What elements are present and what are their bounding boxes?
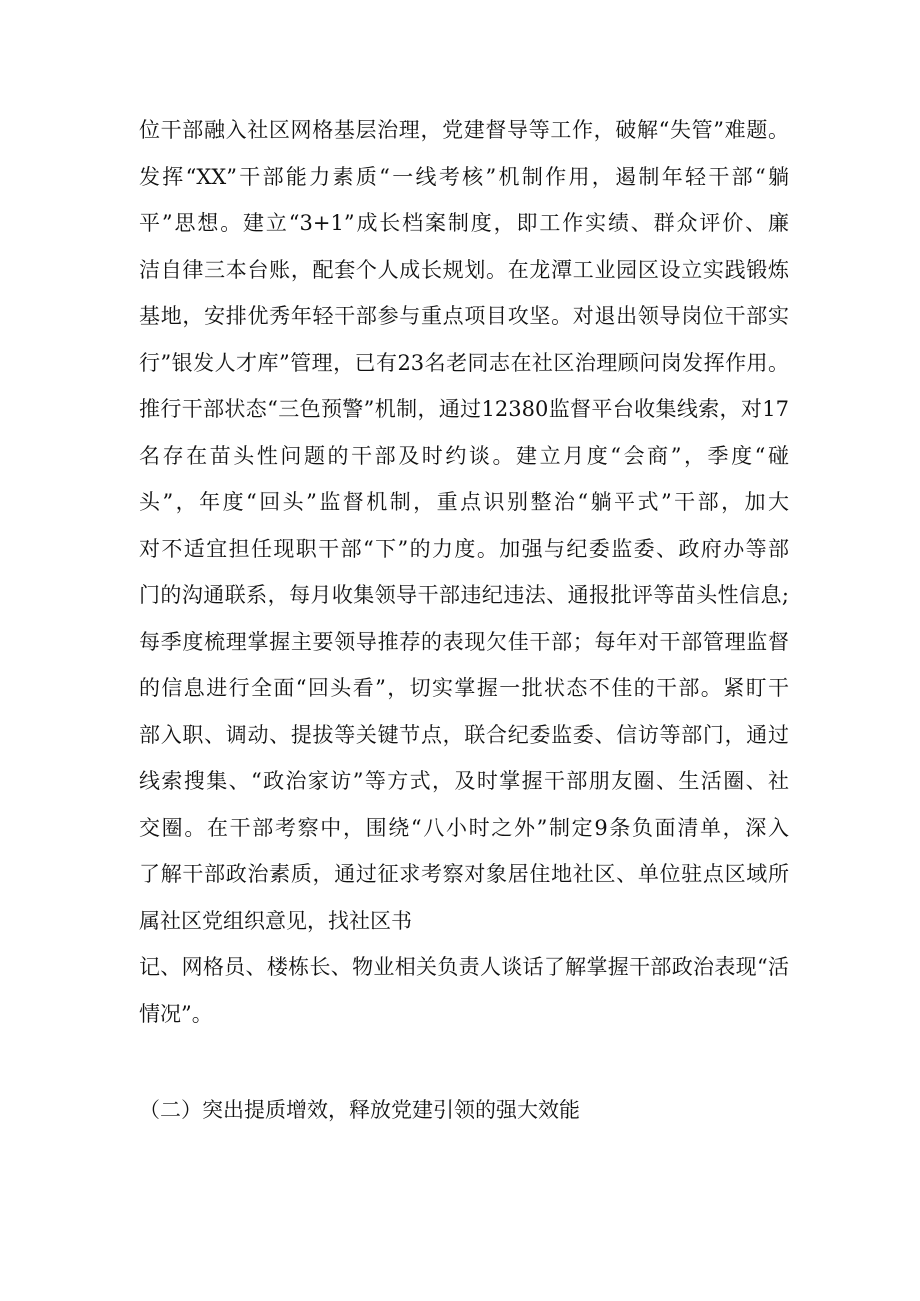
paragraph-line: 对不适宜担任现职干部“下”的力度。加强与纪委监委、政府办等部: [139, 537, 789, 561]
paragraph-line: 平”思想。建立“3+1”成长档案制度，即工作实绩、群众评价、廉: [139, 211, 789, 235]
paragraph-line: 洁自律三本台账，配套个人成长规划。在龙潭工业园区设立实践锻炼: [139, 258, 789, 282]
paragraph-line: 线索搜集、“政治家访”等方式，及时掌握干部朋友圈、生活圈、社: [139, 769, 789, 793]
paragraph-line: 门的沟通联系，每月收集领导干部违纪违法、通报批评等苗头性信息;: [139, 583, 789, 607]
paragraph-line: 情况”。: [139, 1002, 213, 1026]
paragraph-line: 每季度梳理掌握主要领导推荐的表现欠佳干部；每年对干部管理监督: [139, 630, 789, 654]
paragraph-line: 部入职、调动、提拔等关键节点，联合纪委监委、信访等部门，通过: [139, 723, 789, 747]
paragraph-line: 名存在苗头性问题的干部及时约谈。建立月度“会商”，季度“碰: [139, 444, 789, 468]
paragraph-line: 了解干部政治素质，通过征求考察对象居住地社区、单位驻点区域所: [139, 862, 789, 886]
paragraph-line: 行”银发人才库”管理，已有23名老同志在社区治理顾问岗发挥作用。: [139, 351, 789, 375]
section-heading: （二）突出提质增效，释放党建引领的强大效能: [139, 1098, 580, 1122]
paragraph-line: 的信息进行全面“回头看”，切实掌握一批状态不佳的干部。紧盯干: [139, 676, 789, 700]
paragraph-line: 发挥“XX”干部能力素质“一线考核”机制作用，遏制年轻干部“躺: [139, 165, 789, 189]
paragraph-line: 交圈。在干部考察中，围绕“八小时之外”制定9条负面清单，深入: [139, 816, 789, 840]
paragraph-line: 位干部融入社区网格基层治理，党建督导等工作，破解“失管”难题。: [139, 118, 789, 142]
paragraph-line: 基地，安排优秀年轻干部参与重点项目攻坚。对退出领导岗位干部实: [139, 304, 789, 328]
paragraph-line: 属社区党组织意见，找社区书: [139, 909, 412, 933]
paragraph-line: 头”，年度“回头”监督机制，重点识别整治“躺平式”干部，加大: [139, 490, 789, 514]
paragraph-line: 推行干部状态“三色预警”机制，通过12380监督平台收集线索，对17: [139, 397, 789, 421]
paragraph-line: 记、网格员、楼栋长、物业相关负责人谈话了解掌握干部政治表现“活: [139, 955, 789, 979]
